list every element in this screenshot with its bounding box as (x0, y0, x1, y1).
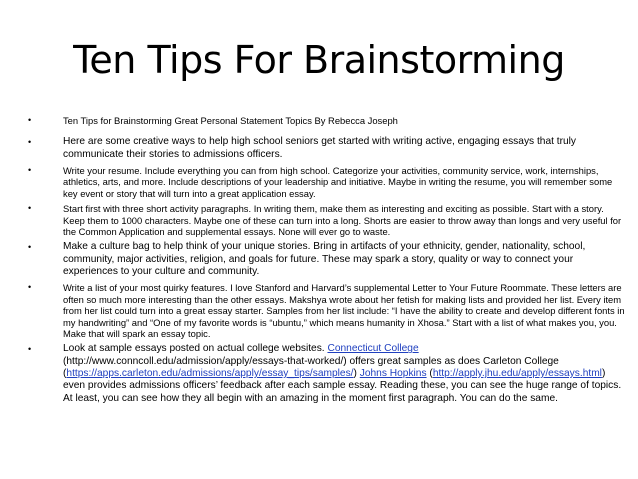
tips-list (28, 115, 628, 409)
item-text-part: (http://www.conncoll.edu/admission/apply/essays-that-worked/) offers great samples as does Carleton College ( (63, 355, 559, 379)
bullet-icon: • (28, 165, 32, 175)
list-item (28, 343, 628, 404)
list-item (28, 165, 628, 199)
list-item (28, 136, 628, 161)
list-item (28, 115, 628, 126)
item-text: Ten Tips for Brainstorming Great Personal Statement Topics By Rebecca Joseph (63, 115, 398, 126)
item-text-part: ( (426, 367, 433, 379)
bullet-icon: • (28, 282, 32, 293)
carleton-samples-link[interactable]: https://apps.carleton.edu/admissions/apply/essay_tips/samples/ (66, 367, 354, 379)
item-text (63, 343, 621, 403)
bullet-icon: • (28, 242, 32, 253)
item-text: Write a list of your most quirky features. I love Stanford and Harvard’s supplemental Letter to Your Future Roommate. These letters are often so much more interesting than the other essays. Makshya wrote about her fetish for making lists and provided her list. Every item from her list could turn into a great essay starter. Samples from her list include: “I have the ability to create and develop different fonts in my handwriting” and “One of my favorite words is “ubuntu,” which means humanity in Xhosa.” Start with a list of what makes you, you. Make that will spark an essay topic. (63, 282, 625, 339)
johns-hopkins-link[interactable]: Johns Hopkins (359, 367, 427, 379)
item-text: Here are some creative ways to help high school seniors get started with writing active, engaging essays that truly communicate their stories to admissions officers. (63, 136, 577, 160)
item-text: Start first with three short activity paragraphs. In writing them, make them as interesting and exciting as possible. Start with a story. Keep them to 1000 characters. Maybe one of these can turn into a long. Shorts are easier to throw away than longs and very useful for the Common Application and supplemental essays. None will ever go to waste. (63, 203, 622, 238)
slide-title: Ten Tips For Brainstorming (73, 38, 565, 82)
item-text: Write your resume. Include everything you can from high school. Categorize your activities, community service, work, internships, athletics, arts, and more. Include descriptions of your leadership and initiative. Maybe in writing the resume, you will remember some key event or story that will turn into a great application essay. (63, 165, 613, 199)
bullet-icon: • (28, 344, 32, 355)
item-text-part: ) even provides admissions officers’ feedback after each sample essay. Reading these, you can see the huge range of topics. At least, you can see how they all begin with an amazing in the moment first paragraph. You can do the same. (63, 367, 622, 404)
jhu-essays-link[interactable]: http://apply.jhu.edu/apply/essays.html (432, 367, 602, 379)
item-text-part: ) (353, 367, 360, 379)
list-item (28, 282, 628, 339)
bullet-icon: • (28, 115, 32, 125)
bullet-icon: • (28, 137, 32, 148)
list-item (28, 241, 628, 278)
item-text: Make a culture bag to help think of your unique stories. Bring in artifacts of your ethnicity, gender, nationality, school, community, major activities, religion, and goals for future. These may spark a story, quality or way to connect your experiences to your culture and community. (63, 241, 586, 278)
connecticut-college-link[interactable]: Connecticut College (327, 343, 419, 355)
item-text-part: Look at sample essays posted on actual college websites. (63, 343, 328, 355)
list-item (28, 203, 628, 237)
bullet-icon: • (28, 203, 32, 214)
